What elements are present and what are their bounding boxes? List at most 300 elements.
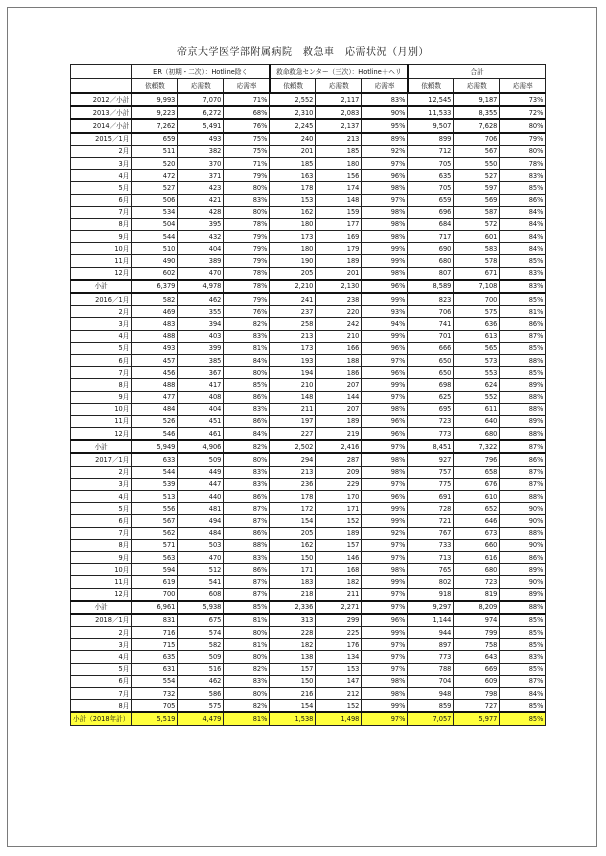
cell-critical-care-accepted: 176 bbox=[316, 639, 362, 651]
cell-critical-care-rate: 96% bbox=[362, 170, 408, 182]
cell-critical-care-requests: 228 bbox=[270, 627, 316, 639]
cell-critical-care-requests: 258 bbox=[270, 318, 316, 330]
cell-er-accepted: 408 bbox=[178, 391, 224, 403]
cell-total-requests: 773 bbox=[408, 651, 454, 663]
cell-er-accepted: 385 bbox=[178, 354, 224, 366]
cell-critical-care-requests: 178 bbox=[270, 491, 316, 503]
cell-critical-care-accepted: 219 bbox=[316, 428, 362, 441]
table-row bbox=[71, 675, 546, 687]
cell-er-rate: 81% bbox=[224, 639, 270, 651]
cell-er-accepted: 370 bbox=[178, 157, 224, 169]
cell-critical-care-rate: 98% bbox=[362, 182, 408, 194]
row-label: 2017／1月 bbox=[71, 453, 132, 466]
cell-critical-care-accepted: 213 bbox=[316, 133, 362, 146]
corner-cell bbox=[71, 65, 132, 79]
cell-total-requests: 666 bbox=[408, 342, 454, 354]
cell-critical-care-rate: 97% bbox=[362, 157, 408, 169]
cell-er-accepted: 509 bbox=[178, 651, 224, 663]
cell-total-requests: 767 bbox=[408, 527, 454, 539]
cell-total-accepted: 527 bbox=[454, 170, 500, 182]
cell-total-rate: 85% bbox=[500, 614, 546, 627]
cell-critical-care-rate: 97% bbox=[362, 194, 408, 206]
cell-total-requests: 706 bbox=[408, 306, 454, 318]
cell-er-accepted: 6,272 bbox=[178, 106, 224, 119]
cell-critical-care-requests: 138 bbox=[270, 651, 316, 663]
cell-total-requests: 650 bbox=[408, 354, 454, 366]
cell-total-accepted: 636 bbox=[454, 318, 500, 330]
cell-critical-care-accepted: 189 bbox=[316, 255, 362, 267]
cell-er-accepted: 484 bbox=[178, 527, 224, 539]
cell-er-requests: 477 bbox=[132, 391, 178, 403]
cell-er-rate: 79% bbox=[224, 231, 270, 243]
table-row bbox=[71, 551, 546, 563]
cell-er-rate: 78% bbox=[224, 267, 270, 280]
sub-header-row bbox=[71, 79, 546, 94]
cell-total-requests: 712 bbox=[408, 145, 454, 157]
row-label: 3月 bbox=[71, 318, 132, 330]
cell-total-accepted: 609 bbox=[454, 675, 500, 687]
cell-total-rate: 83% bbox=[500, 170, 546, 182]
cell-total-accepted: 7,322 bbox=[454, 440, 500, 453]
cell-total-accepted: 723 bbox=[454, 576, 500, 588]
cell-total-rate: 84% bbox=[500, 231, 546, 243]
cell-er-requests: 483 bbox=[132, 318, 178, 330]
cell-er-accepted: 4,906 bbox=[178, 440, 224, 453]
cell-total-requests: 690 bbox=[408, 243, 454, 255]
row-label: 6月 bbox=[71, 354, 132, 366]
cell-er-rate: 78% bbox=[224, 218, 270, 230]
row-label: 6月 bbox=[71, 675, 132, 687]
cell-critical-care-accepted: 169 bbox=[316, 231, 362, 243]
row-label: 3月 bbox=[71, 157, 132, 169]
cell-critical-care-accepted: 174 bbox=[316, 182, 362, 194]
cell-er-accepted: 4,479 bbox=[178, 712, 224, 725]
cell-total-rate: 88% bbox=[500, 403, 546, 415]
cell-total-accepted: 798 bbox=[454, 688, 500, 700]
cell-er-requests: 546 bbox=[132, 428, 178, 441]
cell-critical-care-rate: 97% bbox=[362, 601, 408, 614]
cell-critical-care-rate: 99% bbox=[362, 627, 408, 639]
cell-total-accepted: 597 bbox=[454, 182, 500, 194]
cell-total-accepted: 680 bbox=[454, 564, 500, 576]
cell-er-rate: 86% bbox=[224, 564, 270, 576]
cell-critical-care-accepted: 189 bbox=[316, 527, 362, 539]
cell-critical-care-requests: 171 bbox=[270, 564, 316, 576]
row-label: 9月 bbox=[71, 391, 132, 403]
cell-critical-care-accepted: 201 bbox=[316, 267, 362, 280]
cell-total-accepted: 643 bbox=[454, 651, 500, 663]
cell-er-rate: 71% bbox=[224, 93, 270, 106]
row-label: 8月 bbox=[71, 379, 132, 391]
sub-header-requests: 依頼数 bbox=[270, 79, 316, 94]
table-row bbox=[71, 453, 546, 466]
cell-total-rate: 87% bbox=[500, 478, 546, 490]
cell-critical-care-requests: 172 bbox=[270, 503, 316, 515]
cell-critical-care-requests: 210 bbox=[270, 379, 316, 391]
cell-total-requests: 802 bbox=[408, 576, 454, 588]
cell-total-requests: 635 bbox=[408, 170, 454, 182]
cell-total-requests: 823 bbox=[408, 293, 454, 306]
cell-total-requests: 705 bbox=[408, 157, 454, 169]
cell-critical-care-accepted: 152 bbox=[316, 515, 362, 527]
cell-total-requests: 8,589 bbox=[408, 280, 454, 293]
cell-critical-care-rate: 96% bbox=[362, 342, 408, 354]
cell-total-rate: 90% bbox=[500, 515, 546, 527]
cell-total-requests: 9,297 bbox=[408, 601, 454, 614]
cell-er-rate: 79% bbox=[224, 243, 270, 255]
cell-total-rate: 84% bbox=[500, 206, 546, 218]
cell-er-accepted: 5,938 bbox=[178, 601, 224, 614]
cell-er-rate: 83% bbox=[224, 466, 270, 478]
cell-total-requests: 717 bbox=[408, 231, 454, 243]
cell-er-rate: 79% bbox=[224, 255, 270, 267]
cell-total-rate: 79% bbox=[500, 133, 546, 146]
cell-er-requests: 732 bbox=[132, 688, 178, 700]
cell-critical-care-rate: 98% bbox=[362, 267, 408, 280]
cell-total-requests: 944 bbox=[408, 627, 454, 639]
row-label: 11月 bbox=[71, 415, 132, 427]
cell-total-requests: 927 bbox=[408, 453, 454, 466]
cell-critical-care-accepted: 1,498 bbox=[316, 712, 362, 725]
cell-critical-care-requests: 193 bbox=[270, 354, 316, 366]
cell-er-rate: 80% bbox=[224, 182, 270, 194]
cell-critical-care-accepted: 2,083 bbox=[316, 106, 362, 119]
cell-total-rate: 88% bbox=[500, 354, 546, 366]
cell-er-rate: 75% bbox=[224, 145, 270, 157]
row-label: 6月 bbox=[71, 194, 132, 206]
cell-critical-care-accepted: 207 bbox=[316, 379, 362, 391]
cell-critical-care-rate: 97% bbox=[362, 551, 408, 563]
cell-er-accepted: 494 bbox=[178, 515, 224, 527]
cell-er-rate: 76% bbox=[224, 306, 270, 318]
table-row bbox=[71, 218, 546, 230]
table-row bbox=[71, 342, 546, 354]
cell-critical-care-rate: 98% bbox=[362, 564, 408, 576]
cell-critical-care-rate: 99% bbox=[362, 503, 408, 515]
cell-total-requests: 859 bbox=[408, 700, 454, 713]
cell-er-requests: 556 bbox=[132, 503, 178, 515]
cell-er-rate: 85% bbox=[224, 379, 270, 391]
cell-total-rate: 85% bbox=[500, 663, 546, 675]
cell-critical-care-requests: 205 bbox=[270, 267, 316, 280]
cell-critical-care-requests: 173 bbox=[270, 231, 316, 243]
cell-er-rate: 80% bbox=[224, 627, 270, 639]
cell-er-accepted: 575 bbox=[178, 700, 224, 713]
cell-critical-care-rate: 99% bbox=[362, 379, 408, 391]
row-label: 2013／小計 bbox=[71, 106, 132, 119]
cell-er-requests: 594 bbox=[132, 564, 178, 576]
table-row bbox=[71, 133, 546, 146]
row-label: 2018／1月 bbox=[71, 614, 132, 627]
cell-er-requests: 534 bbox=[132, 206, 178, 218]
cell-critical-care-rate: 92% bbox=[362, 145, 408, 157]
cell-er-requests: 6,379 bbox=[132, 280, 178, 293]
row-label: 7月 bbox=[71, 688, 132, 700]
cell-critical-care-rate: 99% bbox=[362, 700, 408, 713]
cell-er-rate: 84% bbox=[224, 428, 270, 441]
cell-er-accepted: 367 bbox=[178, 367, 224, 379]
cell-total-requests: 701 bbox=[408, 330, 454, 342]
row-label: 9月 bbox=[71, 231, 132, 243]
cell-er-rate: 83% bbox=[224, 478, 270, 490]
cell-er-requests: 659 bbox=[132, 133, 178, 146]
table-row bbox=[71, 280, 546, 293]
cell-critical-care-requests: 218 bbox=[270, 588, 316, 601]
cell-critical-care-rate: 90% bbox=[362, 106, 408, 119]
cell-er-accepted: 5,491 bbox=[178, 119, 224, 132]
cell-critical-care-rate: 98% bbox=[362, 675, 408, 687]
cell-er-rate: 76% bbox=[224, 119, 270, 132]
cell-critical-care-accepted: 159 bbox=[316, 206, 362, 218]
cell-total-accepted: 550 bbox=[454, 157, 500, 169]
cell-critical-care-requests: 180 bbox=[270, 243, 316, 255]
cell-er-requests: 5,949 bbox=[132, 440, 178, 453]
cell-critical-care-rate: 97% bbox=[362, 354, 408, 366]
cell-critical-care-requests: 180 bbox=[270, 218, 316, 230]
table-row bbox=[71, 194, 546, 206]
cell-critical-care-accepted: 238 bbox=[316, 293, 362, 306]
cell-critical-care-rate: 97% bbox=[362, 588, 408, 601]
cell-er-requests: 635 bbox=[132, 651, 178, 663]
cell-critical-care-accepted: 185 bbox=[316, 145, 362, 157]
cell-critical-care-requests: 162 bbox=[270, 539, 316, 551]
cell-critical-care-requests: 183 bbox=[270, 576, 316, 588]
cell-critical-care-rate: 83% bbox=[362, 93, 408, 106]
row-label: 2014／小計 bbox=[71, 119, 132, 132]
cell-critical-care-requests: 1,538 bbox=[270, 712, 316, 725]
cell-critical-care-accepted: 144 bbox=[316, 391, 362, 403]
cell-total-rate: 85% bbox=[500, 255, 546, 267]
table-row bbox=[71, 440, 546, 453]
table-row bbox=[71, 688, 546, 700]
cell-er-accepted: 451 bbox=[178, 415, 224, 427]
cell-total-rate: 83% bbox=[500, 280, 546, 293]
cell-critical-care-accepted: 210 bbox=[316, 330, 362, 342]
row-label: 4月 bbox=[71, 330, 132, 342]
cell-critical-care-requests: 201 bbox=[270, 145, 316, 157]
sub-header-rate: 応需率 bbox=[224, 79, 270, 94]
cell-er-accepted: 516 bbox=[178, 663, 224, 675]
cell-total-accepted: 552 bbox=[454, 391, 500, 403]
row-label: 12月 bbox=[71, 428, 132, 441]
cell-total-accepted: 8,355 bbox=[454, 106, 500, 119]
cell-total-requests: 899 bbox=[408, 133, 454, 146]
cell-critical-care-requests: 2,310 bbox=[270, 106, 316, 119]
cell-total-rate: 85% bbox=[500, 182, 546, 194]
cell-er-requests: 9,993 bbox=[132, 93, 178, 106]
row-label: 5月 bbox=[71, 503, 132, 515]
cell-er-rate: 85% bbox=[224, 601, 270, 614]
cell-total-rate: 83% bbox=[500, 651, 546, 663]
sub-header-accepted: 応需数 bbox=[178, 79, 224, 94]
cell-total-requests: 9,507 bbox=[408, 119, 454, 132]
cell-critical-care-rate: 95% bbox=[362, 119, 408, 132]
cell-total-rate: 87% bbox=[500, 466, 546, 478]
cell-er-requests: 554 bbox=[132, 675, 178, 687]
cell-er-requests: 484 bbox=[132, 403, 178, 415]
cell-er-accepted: 421 bbox=[178, 194, 224, 206]
cell-er-rate: 79% bbox=[224, 170, 270, 182]
cell-er-accepted: 399 bbox=[178, 342, 224, 354]
cell-total-accepted: 583 bbox=[454, 243, 500, 255]
cell-total-accepted: 796 bbox=[454, 453, 500, 466]
cell-total-rate: 86% bbox=[500, 551, 546, 563]
cell-er-accepted: 503 bbox=[178, 539, 224, 551]
sub-header-requests: 依頼数 bbox=[408, 79, 454, 94]
cell-er-accepted: 582 bbox=[178, 639, 224, 651]
cell-total-accepted: 601 bbox=[454, 231, 500, 243]
cell-er-rate: 86% bbox=[224, 391, 270, 403]
cell-er-accepted: 493 bbox=[178, 133, 224, 146]
sub-header-requests: 依頼数 bbox=[132, 79, 178, 94]
cell-total-requests: 696 bbox=[408, 206, 454, 218]
cell-er-accepted: 394 bbox=[178, 318, 224, 330]
cell-total-accepted: 819 bbox=[454, 588, 500, 601]
cell-total-requests: 11,533 bbox=[408, 106, 454, 119]
cell-critical-care-requests: 236 bbox=[270, 478, 316, 490]
table-row bbox=[71, 391, 546, 403]
cell-total-requests: 728 bbox=[408, 503, 454, 515]
cell-er-rate: 87% bbox=[224, 576, 270, 588]
cell-total-requests: 741 bbox=[408, 318, 454, 330]
table-row bbox=[71, 267, 546, 280]
cell-er-rate: 81% bbox=[224, 614, 270, 627]
cell-critical-care-rate: 98% bbox=[362, 403, 408, 415]
cell-critical-care-requests: 211 bbox=[270, 403, 316, 415]
cell-critical-care-requests: 148 bbox=[270, 391, 316, 403]
cell-total-accepted: 799 bbox=[454, 627, 500, 639]
cell-total-rate: 86% bbox=[500, 194, 546, 206]
cell-total-accepted: 613 bbox=[454, 330, 500, 342]
cell-er-accepted: 417 bbox=[178, 379, 224, 391]
cell-er-requests: 602 bbox=[132, 267, 178, 280]
sub-header-accepted: 応需数 bbox=[454, 79, 500, 94]
cell-er-requests: 715 bbox=[132, 639, 178, 651]
cell-er-requests: 544 bbox=[132, 231, 178, 243]
cell-total-accepted: 573 bbox=[454, 354, 500, 366]
cell-total-rate: 90% bbox=[500, 539, 546, 551]
cell-total-requests: 659 bbox=[408, 194, 454, 206]
cell-total-requests: 765 bbox=[408, 564, 454, 576]
cell-total-requests: 757 bbox=[408, 466, 454, 478]
cell-er-rate: 68% bbox=[224, 106, 270, 119]
cell-total-accepted: 676 bbox=[454, 478, 500, 490]
sub-header-rate: 応需率 bbox=[362, 79, 408, 94]
cell-critical-care-accepted: 147 bbox=[316, 675, 362, 687]
cell-er-requests: 567 bbox=[132, 515, 178, 527]
cell-critical-care-accepted: 171 bbox=[316, 503, 362, 515]
cell-total-accepted: 610 bbox=[454, 491, 500, 503]
row-label: 小計 bbox=[71, 280, 132, 293]
cell-critical-care-rate: 96% bbox=[362, 280, 408, 293]
cell-total-rate: 72% bbox=[500, 106, 546, 119]
cell-total-rate: 85% bbox=[500, 627, 546, 639]
cell-er-rate: 80% bbox=[224, 688, 270, 700]
cell-er-accepted: 447 bbox=[178, 478, 224, 490]
cell-total-requests: 713 bbox=[408, 551, 454, 563]
cell-total-requests: 650 bbox=[408, 367, 454, 379]
row-label: 2月 bbox=[71, 306, 132, 318]
cell-total-accepted: 758 bbox=[454, 639, 500, 651]
cell-er-accepted: 440 bbox=[178, 491, 224, 503]
cell-total-rate: 85% bbox=[500, 639, 546, 651]
cell-total-accepted: 727 bbox=[454, 700, 500, 713]
cell-er-accepted: 355 bbox=[178, 306, 224, 318]
cell-er-requests: 562 bbox=[132, 527, 178, 539]
group-header-er: ER（初期・二次）：Hotline除く bbox=[132, 65, 270, 79]
cell-er-accepted: 509 bbox=[178, 453, 224, 466]
cell-er-rate: 82% bbox=[224, 318, 270, 330]
cell-critical-care-accepted: 179 bbox=[316, 243, 362, 255]
table-row bbox=[71, 403, 546, 415]
cell-critical-care-accepted: 229 bbox=[316, 478, 362, 490]
cell-critical-care-requests: 2,210 bbox=[270, 280, 316, 293]
table-row bbox=[71, 466, 546, 478]
row-label: 5月 bbox=[71, 182, 132, 194]
cell-total-accepted: 671 bbox=[454, 267, 500, 280]
table-row bbox=[71, 712, 546, 725]
cell-critical-care-accepted: 182 bbox=[316, 576, 362, 588]
cell-critical-care-rate: 97% bbox=[362, 651, 408, 663]
cell-er-requests: 571 bbox=[132, 539, 178, 551]
cell-er-accepted: 428 bbox=[178, 206, 224, 218]
cell-er-rate: 86% bbox=[224, 527, 270, 539]
table-row bbox=[71, 539, 546, 551]
cell-critical-care-rate: 96% bbox=[362, 367, 408, 379]
cell-critical-care-rate: 89% bbox=[362, 133, 408, 146]
cell-er-accepted: 403 bbox=[178, 330, 224, 342]
cell-critical-care-accepted: 180 bbox=[316, 157, 362, 169]
cell-er-accepted: 470 bbox=[178, 267, 224, 280]
page-title: 帝京大学医学部附属病院 救急車 応需状況（月別） bbox=[177, 47, 429, 58]
table-row bbox=[71, 293, 546, 306]
table-row bbox=[71, 700, 546, 713]
cell-er-requests: 506 bbox=[132, 194, 178, 206]
group-header-total: 合計 bbox=[408, 65, 546, 79]
cell-critical-care-accepted: 225 bbox=[316, 627, 362, 639]
cell-er-accepted: 432 bbox=[178, 231, 224, 243]
cell-er-rate: 84% bbox=[224, 354, 270, 366]
table-row bbox=[71, 243, 546, 255]
cell-critical-care-accepted: 242 bbox=[316, 318, 362, 330]
cell-critical-care-requests: 227 bbox=[270, 428, 316, 441]
table-row bbox=[71, 182, 546, 194]
cell-er-requests: 9,223 bbox=[132, 106, 178, 119]
cell-total-accepted: 587 bbox=[454, 206, 500, 218]
cell-total-requests: 897 bbox=[408, 639, 454, 651]
table-row bbox=[71, 206, 546, 218]
cell-er-accepted: 404 bbox=[178, 243, 224, 255]
cell-er-accepted: 512 bbox=[178, 564, 224, 576]
cell-er-accepted: 423 bbox=[178, 182, 224, 194]
cell-er-rate: 87% bbox=[224, 515, 270, 527]
cell-total-requests: 698 bbox=[408, 379, 454, 391]
cell-critical-care-requests: 173 bbox=[270, 342, 316, 354]
row-label: 2015／1月 bbox=[71, 133, 132, 146]
row-label: 2012／小計 bbox=[71, 93, 132, 106]
cell-er-rate: 82% bbox=[224, 440, 270, 453]
row-label: 6月 bbox=[71, 515, 132, 527]
cell-er-requests: 513 bbox=[132, 491, 178, 503]
cell-critical-care-accepted: 148 bbox=[316, 194, 362, 206]
row-label: 7月 bbox=[71, 206, 132, 218]
cell-critical-care-accepted: 207 bbox=[316, 403, 362, 415]
row-label: 2月 bbox=[71, 145, 132, 157]
cell-critical-care-rate: 97% bbox=[362, 663, 408, 675]
table-row bbox=[71, 354, 546, 366]
cell-er-rate: 83% bbox=[224, 675, 270, 687]
cell-total-accepted: 567 bbox=[454, 145, 500, 157]
